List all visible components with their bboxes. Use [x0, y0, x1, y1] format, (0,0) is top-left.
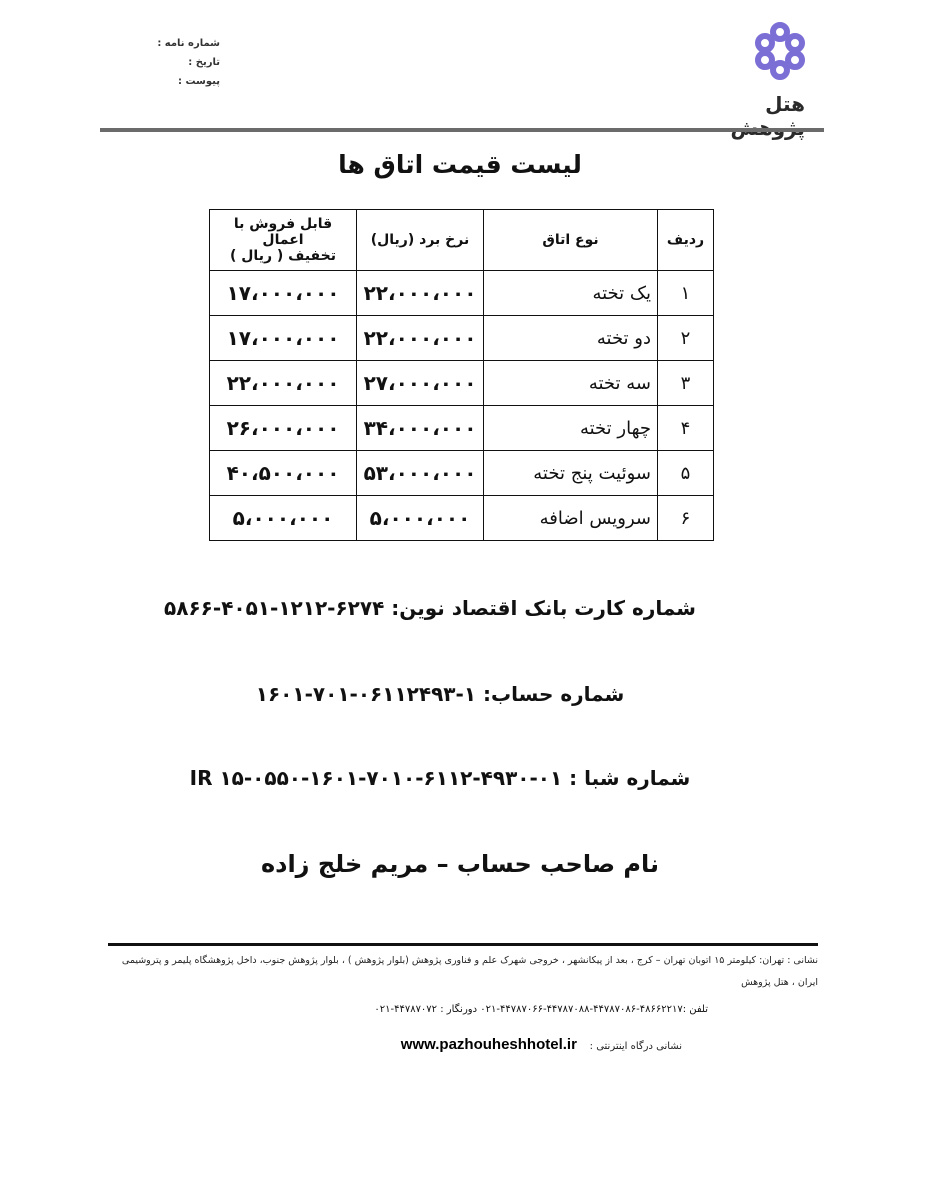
row-rack-rate: ۵۳،۰۰۰،۰۰۰ [357, 451, 484, 496]
row-room-type: سه تخته [484, 361, 658, 406]
meta-date: تاریخ : [188, 57, 220, 68]
website-link[interactable]: www.pazhouheshhotel.ir [400, 1036, 577, 1053]
row-index: ۳ [658, 361, 714, 406]
row-index: ۵ [658, 451, 714, 496]
header-sale-price [210, 210, 357, 271]
row-sale-price: ۱۷،۰۰۰،۰۰۰ [210, 316, 357, 361]
table-row [210, 316, 714, 361]
header-divider [100, 128, 824, 132]
row-rack-rate: ۲۲،۰۰۰،۰۰۰ [357, 271, 484, 316]
bank-sheba-number: شماره شبا : IR ۱۵-۰۵۵۰-۱۶۰۱-۷۰۱۰-۶۱۱۲-۴۹۳۰-۰۱ [189, 766, 691, 790]
row-room-type: دو تخته [484, 316, 658, 361]
table-row [210, 406, 714, 451]
table-header-row [210, 210, 714, 271]
header-rack-rate: نرخ برد (ریال) [357, 210, 484, 271]
header-room-type: نوع اتاق [484, 210, 658, 271]
footer-website [250, 1036, 682, 1053]
page-title: لیست قیمت اتاق ها [338, 150, 582, 179]
row-room-type: یک تخته [484, 271, 658, 316]
letter-meta [150, 34, 220, 91]
header-sale-line1: قابل فروش با اعمال [233, 216, 333, 248]
row-sale-price: ۴۰،۵۰۰،۰۰۰ [210, 451, 357, 496]
bank-card-number: شماره کارت بانک اقتصاد نوین: ۶۲۷۴-۱۲۱۲-۴۰۵۱-۵۸۶۶ [164, 596, 696, 620]
footer-phones: تلفن :۴۸۶۶۲۲۱۷-۴۴۷۸۷۰۸۶-۴۴۷۸۷۰۸۸-۴۴۷۸۷۰۶۶-۰۲۱ دورنگار : ۴۴۷۸۷۰۷۲-۰۲۱ [374, 1004, 708, 1015]
row-room-type: چهار تخته [484, 406, 658, 451]
row-sale-price: ۲۲،۰۰۰،۰۰۰ [210, 361, 357, 406]
header-sale-line2: تخفیف ( ریال ) [230, 248, 336, 264]
row-index: ۴ [658, 406, 714, 451]
meta-letter-number: شماره نامه : [157, 38, 220, 49]
footer-divider [108, 943, 818, 946]
table-row [210, 451, 714, 496]
hotel-logo-icon [752, 22, 808, 80]
footer-address: نشانی : تهران: کیلومتر ۱۵ اتوبان تهران – کرج ، بعد از پیکانشهر ، خروجی شهرک علم و فناوری پژوهش (بلوار پژوهش ) ، بلوار پژوهش جنوب، داخل پژوهشگاه پلیمر و پتروشیمی ایران ، هتل پژوهش [121, 955, 818, 988]
row-rack-rate: ۳۴،۰۰۰،۰۰۰ [357, 406, 484, 451]
hotel-name: هتل [765, 92, 805, 116]
room-price-table [209, 209, 714, 541]
row-index: ۶ [658, 496, 714, 541]
row-rack-rate: ۲۷،۰۰۰،۰۰۰ [357, 361, 484, 406]
header-index: ردیف [658, 210, 714, 271]
meta-attachment: پیوست : [177, 76, 220, 87]
row-index: ۱ [658, 271, 714, 316]
row-rack-rate: ۲۲،۰۰۰،۰۰۰ [357, 316, 484, 361]
row-sale-price: ۱۷،۰۰۰،۰۰۰ [210, 271, 357, 316]
row-room-type: سوئیت پنج تخته [484, 451, 658, 496]
row-room-type: سرویس اضافه [484, 496, 658, 541]
row-sale-price: ۵،۰۰۰،۰۰۰ [210, 496, 357, 541]
bank-account-number: شماره حساب: ۱-۰۶۱۱۲۴۹۳-۷۰۱-۱۶۰۱ [255, 682, 625, 706]
account-owner-name: نام صاحب حساب – مریم خلج زاده [260, 850, 660, 878]
website-label: نشانی درگاه اینترنتی : [589, 1041, 682, 1052]
row-sale-price: ۲۶،۰۰۰،۰۰۰ [210, 406, 357, 451]
row-rack-rate: ۵،۰۰۰،۰۰۰ [357, 496, 484, 541]
table-row [210, 271, 714, 316]
table-row [210, 496, 714, 541]
table-row [210, 361, 714, 406]
row-index: ۲ [658, 316, 714, 361]
